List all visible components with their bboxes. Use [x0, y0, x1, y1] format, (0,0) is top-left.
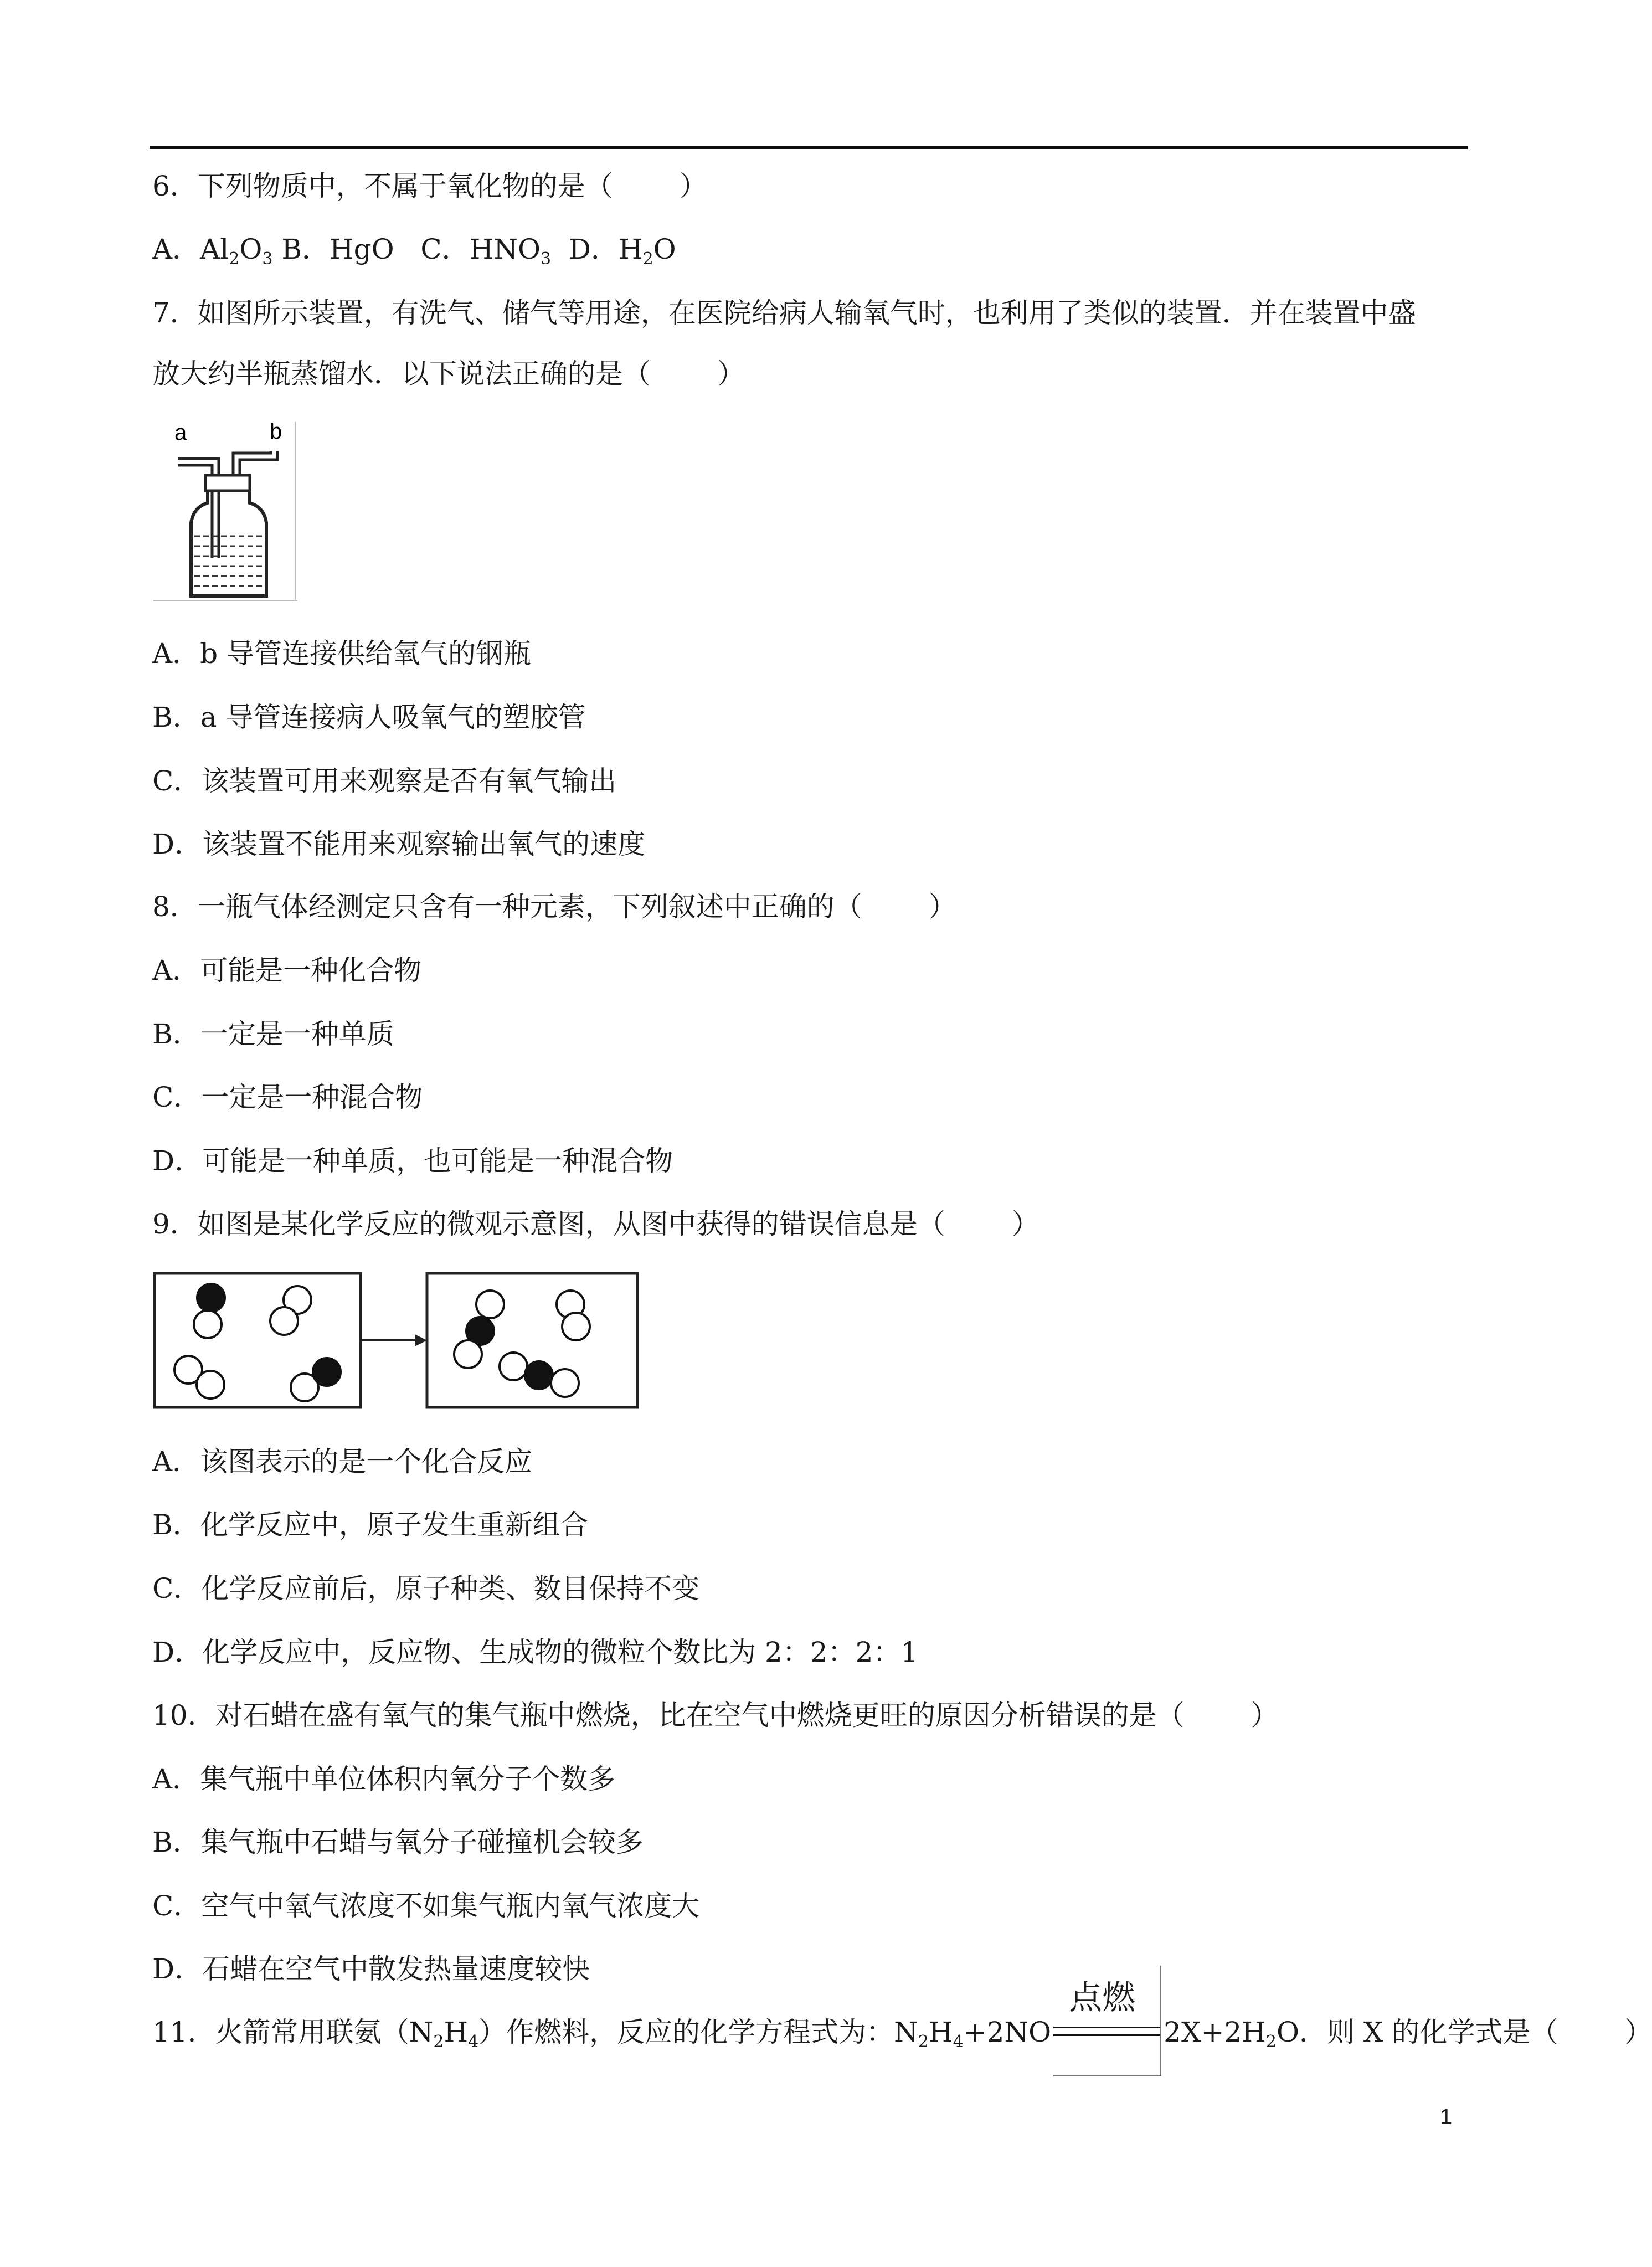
q8-option-d: D．可能是一种单质，也可能是一种混合物 — [152, 1145, 673, 1177]
gas-washing-bottle-figure — [152, 420, 302, 603]
q7-option-d: D．该装置不能用来观察输出氧气的速度 — [152, 828, 646, 860]
molecule-left-1-black — [197, 1284, 225, 1312]
q10-stem: 10．对石蜡在盛有氧气的集气瓶中燃烧，比在空气中燃烧更旺的原因分析错误的是（ ） — [152, 1699, 1279, 1731]
reaction-micro-diagram — [152, 1271, 640, 1410]
q10-option-c: C．空气中氧气浓度不如集气瓶内氧气浓度大 — [152, 1890, 700, 1922]
q8-stem: 8．一瓶气体经测定只含有一种元素，下列叙述中正确的（ ） — [152, 891, 956, 923]
q7-option-c: C．该装置可用来观察是否有氧气输出 — [152, 765, 617, 797]
q8-option-c: C．一定是一种混合物 — [152, 1081, 423, 1113]
q6-stem: 6．下列物质中，不属于氧化物的是（ ） — [152, 170, 707, 202]
q6-options: A．$Al_2O_3$ B．HgO C．$HNO_3$ D．$H_2O$ — [152, 233, 676, 269]
q9-option-c: C．化学反应前后，原子种类、数目保持不变 — [152, 1572, 700, 1605]
q9-option-b: B．化学反应中，原子发生重新组合 — [152, 1509, 588, 1541]
page-number: 1 — [1440, 2105, 1453, 2129]
q7-option-a: A．b 导管连接供给氧气的钢瓶 — [152, 638, 532, 670]
q7-stem-line1: 7．如图所示装置，有洗气、储气等用途，在医院给病人输氧气时，也利用了类似的装置．并在装置中盛 — [152, 297, 1416, 329]
q10-option-d: D．石蜡在空气中散发热量速度较快 — [152, 1953, 590, 1985]
q9-option-d: D．化学反应中，反应物、生成物的微粒个数比为 2：2：2：1 — [152, 1636, 919, 1668]
q8-option-a: A．可能是一种化合物 — [152, 954, 422, 986]
q10-option-b: B．集气瓶中石蜡与氧分子碰撞机会较多 — [152, 1826, 644, 1858]
q10-option-a: A．集气瓶中单位体积内氧分子个数多 — [152, 1763, 616, 1795]
q7-option-b: B．a 导管连接病人吸氧气的塑胶管 — [152, 701, 586, 733]
tube-label-a: a — [174, 420, 187, 445]
reaction-condition — [1053, 1978, 1161, 2049]
tube-label-b: b — [270, 419, 282, 444]
q7-stem-line2: 放大约半瓶蒸馏水．以下说法正确的是（ ） — [152, 358, 745, 390]
q8-option-b: B．一定是一种单质 — [152, 1018, 394, 1050]
q9-stem: 9．如图是某化学反应的微观示意图，从图中获得的错误信息是（ ） — [152, 1208, 1039, 1240]
q11-stem: 11．火箭常用联氨$(N_2H_4)$作燃料，反应的化学方程式为：$N_2H_4+2NO$ 点燃 $2X+2H_2O$．则 X 的化学式是（ ） — [152, 2016, 1652, 2059]
header-rule — [150, 146, 1468, 149]
q9-option-a: A．该图表示的是一个化合反应 — [152, 1446, 533, 1478]
condition-label: 点燃 — [1069, 1978, 1136, 2017]
